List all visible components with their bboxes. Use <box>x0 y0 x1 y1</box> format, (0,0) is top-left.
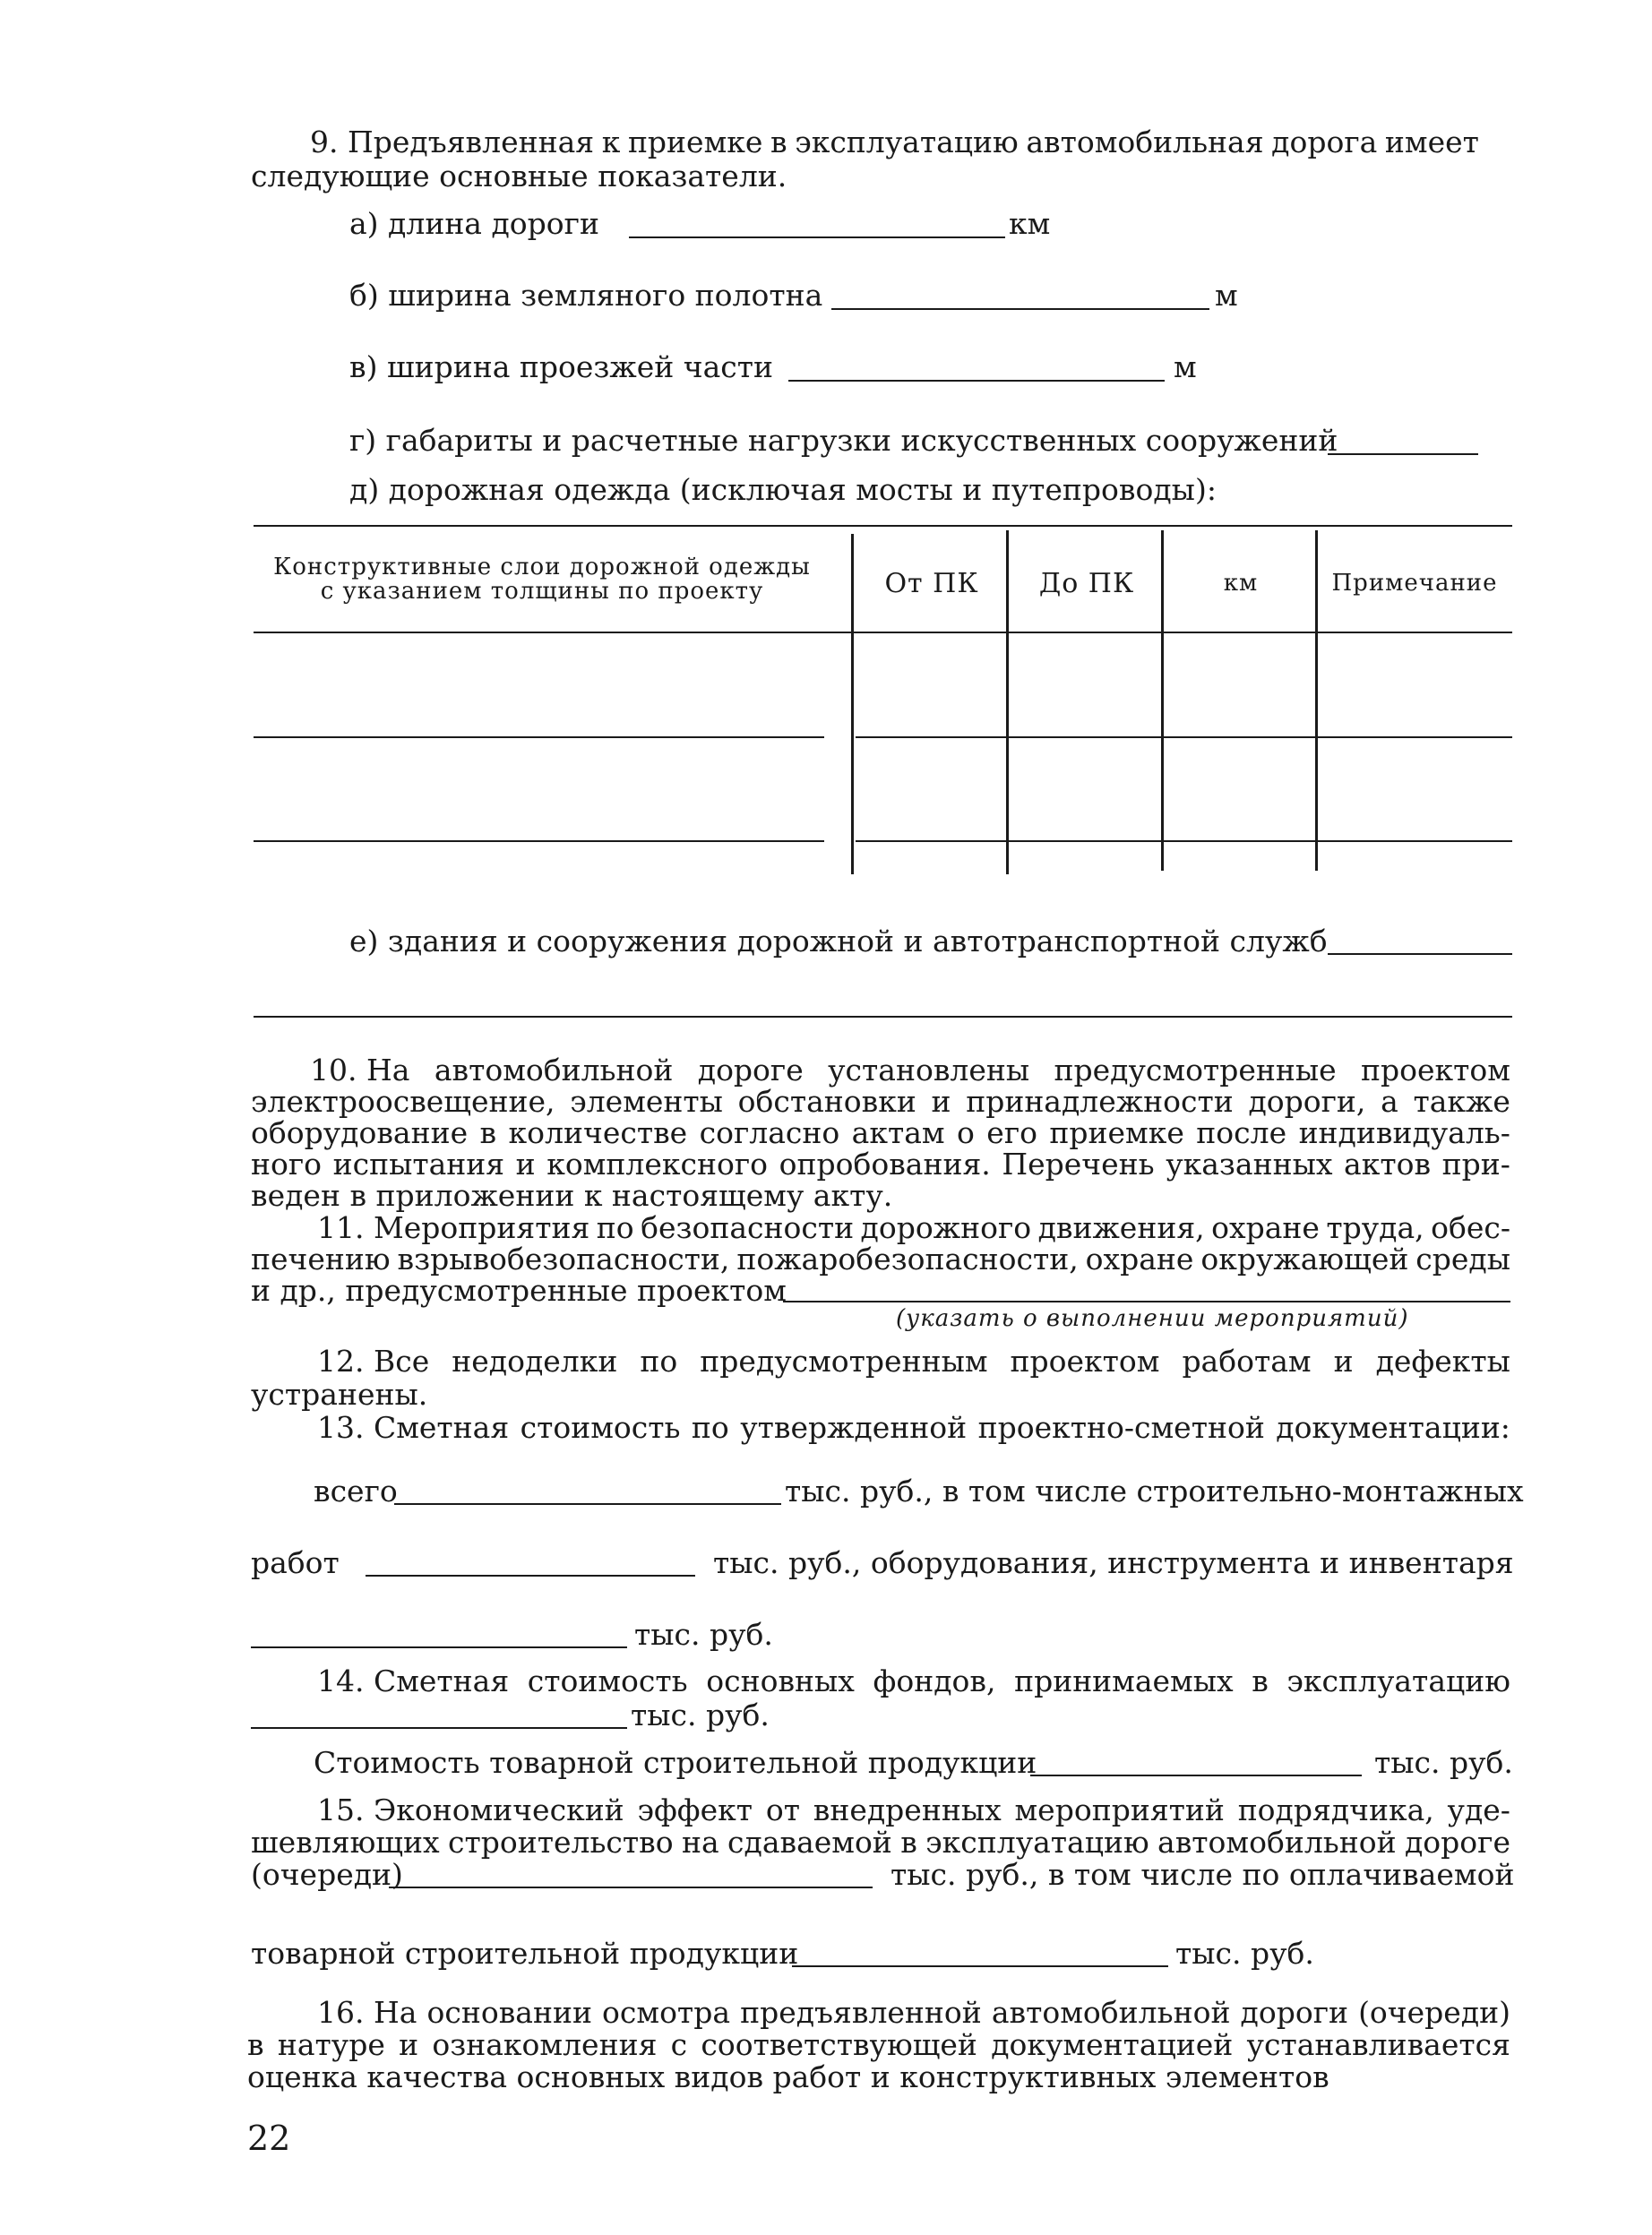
item11-line3: и др., предусмотренные проектом <box>251 1273 787 1308</box>
word: и <box>399 2027 419 2062</box>
item13-tys-rub-smr: тыс. руб., в том числе строительно-монтажных <box>785 1474 1524 1509</box>
item14-line1 <box>317 1663 1510 1698</box>
word: 15. Экономический <box>317 1792 624 1827</box>
word: по <box>596 1210 634 1245</box>
word: утвержденной <box>740 1410 968 1445</box>
word: эксплуатацию <box>1286 1663 1510 1698</box>
word: безопасности <box>641 1210 855 1245</box>
word: сдаваемой <box>727 1825 892 1860</box>
word: соответствующей <box>701 2027 977 2062</box>
word: от <box>765 1792 800 1827</box>
word: в <box>770 125 787 159</box>
word: обстановки <box>737 1084 916 1119</box>
word: согласно <box>699 1115 840 1150</box>
item15-ocheredi: (очереди) <box>251 1857 403 1892</box>
item16-line1 <box>317 1995 1510 2030</box>
word: и <box>931 1084 951 1119</box>
item12-line2: устранены. <box>251 1377 428 1412</box>
word: предъявленной <box>740 1995 982 2030</box>
item14-stoimost-unit: тыс. руб. <box>1374 1745 1513 1780</box>
word: на <box>681 1825 719 1860</box>
item11-line1 <box>317 1210 1510 1245</box>
item13-equipment-blank <box>251 1646 627 1648</box>
word: пожаробезопасности, <box>736 1242 1079 1277</box>
word: автомобильной <box>991 1995 1231 2030</box>
word: в <box>1252 1663 1269 1698</box>
item14-tys-rub: тыс. руб. <box>631 1698 770 1732</box>
word: дорога <box>1271 125 1378 159</box>
item13-rabot: работ <box>251 1545 340 1580</box>
word: дефекты <box>1375 1344 1510 1379</box>
word: актов <box>1344 1147 1432 1182</box>
table-header-note: Примечание <box>1331 570 1498 597</box>
item9-b-unit: м <box>1215 278 1238 313</box>
item13-rabot-blank <box>366 1575 695 1577</box>
word: 10. На <box>310 1053 410 1087</box>
item15-tovarnoy-blank <box>792 1965 1168 1967</box>
table-header-rule <box>254 632 1512 633</box>
word: 11. Мероприятия <box>317 1210 590 1245</box>
word: комплексного <box>546 1147 769 1182</box>
word: дороге <box>1404 1825 1510 1860</box>
item10-line5: веден в приложении к настоящему акту. <box>251 1178 893 1213</box>
word: строительство <box>447 1825 674 1860</box>
word: взрывобезопасности, <box>397 1242 730 1277</box>
word: дороги <box>1240 1995 1348 2030</box>
word: эксплуатацию <box>795 125 1019 159</box>
word: эксплуатацию <box>925 1825 1149 1860</box>
word: документации: <box>1276 1410 1510 1445</box>
table-header-km: км <box>1223 570 1259 597</box>
word: эффект <box>637 1792 753 1827</box>
word: документацией <box>991 2027 1234 2062</box>
word: актам <box>851 1115 945 1150</box>
word: автомобильная <box>1026 125 1264 159</box>
item11-caption: (указать о выполнении мероприятий) <box>896 1305 1409 1332</box>
item9-b-label: б) ширина земляного полотна <box>349 278 823 313</box>
item9-g-label: г) габариты и расчетные нагрузки искусственных сооружений <box>349 423 1338 458</box>
word: испытания <box>332 1147 505 1182</box>
word: основании <box>426 1995 592 2030</box>
word: дороги, <box>1248 1084 1366 1119</box>
word: индивидуаль- <box>1298 1115 1510 1150</box>
word: шевляющих <box>251 1825 440 1860</box>
word: электроосвещение, <box>251 1084 555 1119</box>
item9-v-label: в) ширина проезжей части <box>349 349 774 384</box>
word: в <box>479 1115 497 1150</box>
word: окружающей <box>1200 1242 1409 1277</box>
item15-tys-rub-pay: тыс. руб., в том числе по оплачиваемой <box>891 1857 1515 1892</box>
word: печению <box>251 1242 391 1277</box>
item15-line1 <box>317 1792 1510 1827</box>
table-row1-rule-data <box>856 736 1512 738</box>
item10-line1 <box>310 1055 1510 1085</box>
word: 12. Все <box>317 1344 430 1379</box>
item9-a-blank <box>629 236 1005 238</box>
word: 9. Предъявленная <box>310 125 595 159</box>
item14-stoimost-blank <box>1030 1775 1362 1776</box>
word: ного <box>251 1147 323 1182</box>
word: к <box>601 125 621 159</box>
item15-ocheredi-blank <box>389 1887 873 1888</box>
word: предусмотренным <box>700 1344 988 1379</box>
word: по <box>640 1344 678 1379</box>
word: стоимость <box>527 1663 688 1698</box>
item9-line2: следующие основные показатели. <box>251 159 787 193</box>
word: уде- <box>1447 1792 1510 1827</box>
item11-blank <box>783 1301 1510 1302</box>
word: и <box>515 1147 536 1182</box>
word: установлены <box>828 1053 1030 1087</box>
word: внедренных <box>813 1792 1002 1827</box>
word: Перечень <box>1002 1147 1155 1182</box>
item16-line2 <box>247 2027 1510 2062</box>
item9-b-blank <box>831 308 1209 310</box>
word: проектно-сметной <box>977 1410 1265 1445</box>
item16-line3: оценка качества основных видов работ и конструктивных элементов <box>247 2059 1329 2094</box>
word: в <box>247 2027 264 2062</box>
word: приемке <box>627 125 763 159</box>
word: предусмотренные <box>1054 1053 1337 1087</box>
word: 14. Сметная <box>317 1663 510 1698</box>
word: мероприятий <box>1014 1792 1225 1827</box>
word: и <box>1333 1344 1354 1379</box>
word: указанных <box>1166 1147 1333 1182</box>
item9-e-blank <box>1328 953 1512 955</box>
word: устанавливается <box>1246 2027 1510 2062</box>
word: охране <box>1085 1242 1194 1277</box>
word: ознакомления <box>432 2027 658 2062</box>
table-col-divider-2 <box>1006 530 1009 874</box>
word: при- <box>1441 1147 1510 1182</box>
word: принадлежности <box>966 1084 1234 1119</box>
table-top-rule <box>254 525 1512 527</box>
word: имеет <box>1384 125 1479 159</box>
word: дорожного <box>860 1210 1032 1245</box>
item13-tys-rub: тыс. руб. <box>634 1617 773 1652</box>
item9-v-blank <box>788 380 1165 382</box>
word: работам <box>1182 1344 1312 1379</box>
word: принимаемых <box>1014 1663 1234 1698</box>
word: проектом <box>1010 1344 1160 1379</box>
item9-a-label: а) длина дороги <box>349 206 599 241</box>
word: приемке <box>1049 1115 1184 1150</box>
item10-line2 <box>251 1084 1510 1119</box>
word: среды <box>1415 1242 1510 1277</box>
word: осмотра <box>602 1995 730 2030</box>
table-col-divider-4 <box>1315 530 1318 871</box>
table-row2-rule-col1 <box>254 840 824 842</box>
word: опробования. <box>779 1147 991 1182</box>
item9-e-label: е) здания и сооружения дорожной и автотранспортной служб <box>349 924 1328 958</box>
word: проектом <box>1361 1053 1510 1087</box>
table-header-from-pk: От ПК <box>884 568 979 599</box>
table-header-to-pk: До ПК <box>1038 568 1135 599</box>
item9-e-blank-line2 <box>254 1016 1512 1018</box>
item9-a-unit: км <box>1009 206 1051 241</box>
item9-line1 <box>310 127 1479 157</box>
word: также <box>1413 1084 1510 1119</box>
table-header-layers: Конструктивные слои дорожной одежды с указанием толщины по проекту <box>273 554 811 606</box>
word: в <box>900 1825 917 1860</box>
item15-tovarnoy: товарной строительной продукции <box>251 1936 799 1971</box>
item10-line4 <box>251 1147 1510 1182</box>
word: движения, <box>1037 1210 1205 1245</box>
item14-stoimost-label: Стоимость товарной строительной продукции <box>314 1745 1037 1780</box>
word: элементы <box>570 1084 723 1119</box>
page-number: 22 <box>247 2119 291 2158</box>
item14-blank <box>251 1727 627 1729</box>
item11-line2 <box>251 1242 1510 1277</box>
word: труда, <box>1326 1210 1424 1245</box>
word: автомобильной <box>1157 1825 1397 1860</box>
word: 16. На <box>317 1995 417 2030</box>
item15-tys-rub: тыс. руб. <box>1175 1936 1314 1971</box>
item12-line1 <box>317 1344 1510 1379</box>
word: количестве <box>508 1115 688 1150</box>
word: автомобильной <box>434 1053 674 1087</box>
table-col-divider-1 <box>851 534 854 874</box>
word: его <box>986 1115 1037 1150</box>
word: недоделки <box>452 1344 618 1379</box>
word: по <box>691 1410 729 1445</box>
word: а <box>1381 1084 1398 1119</box>
item13-line1 <box>317 1410 1510 1445</box>
item13-vsego-blank <box>394 1503 781 1505</box>
item9-g-blank <box>1328 453 1478 455</box>
word: дороге <box>697 1053 804 1087</box>
item13-vsego: всего <box>314 1474 398 1509</box>
table-row1-rule-col1 <box>254 736 824 738</box>
word: с <box>670 2027 688 2062</box>
table-row2-rule-data <box>856 840 1512 842</box>
word: оборудование <box>251 1115 469 1150</box>
word: подрядчика, <box>1237 1792 1434 1827</box>
word: охране <box>1211 1210 1320 1245</box>
table-col-divider-3 <box>1161 530 1164 871</box>
word: обес- <box>1431 1210 1510 1245</box>
word: после <box>1196 1115 1287 1150</box>
item9-d-label: д) дорожная одежда (исключая мосты и путепроводы): <box>349 472 1217 507</box>
item10-line3 <box>251 1115 1510 1150</box>
item15-line2 <box>251 1825 1510 1860</box>
word: стоимость <box>520 1410 681 1445</box>
word: (очереди) <box>1358 1995 1510 2030</box>
word: натуре <box>277 2027 385 2062</box>
item13-tys-rub-obor: тыс. руб., оборудования, инструмента и инвентаря <box>713 1545 1514 1580</box>
word: основных <box>706 1663 855 1698</box>
word: 13. Сметная <box>317 1410 510 1445</box>
word: о <box>957 1115 975 1150</box>
item9-v-unit: м <box>1174 349 1197 384</box>
word: фондов, <box>873 1663 996 1698</box>
